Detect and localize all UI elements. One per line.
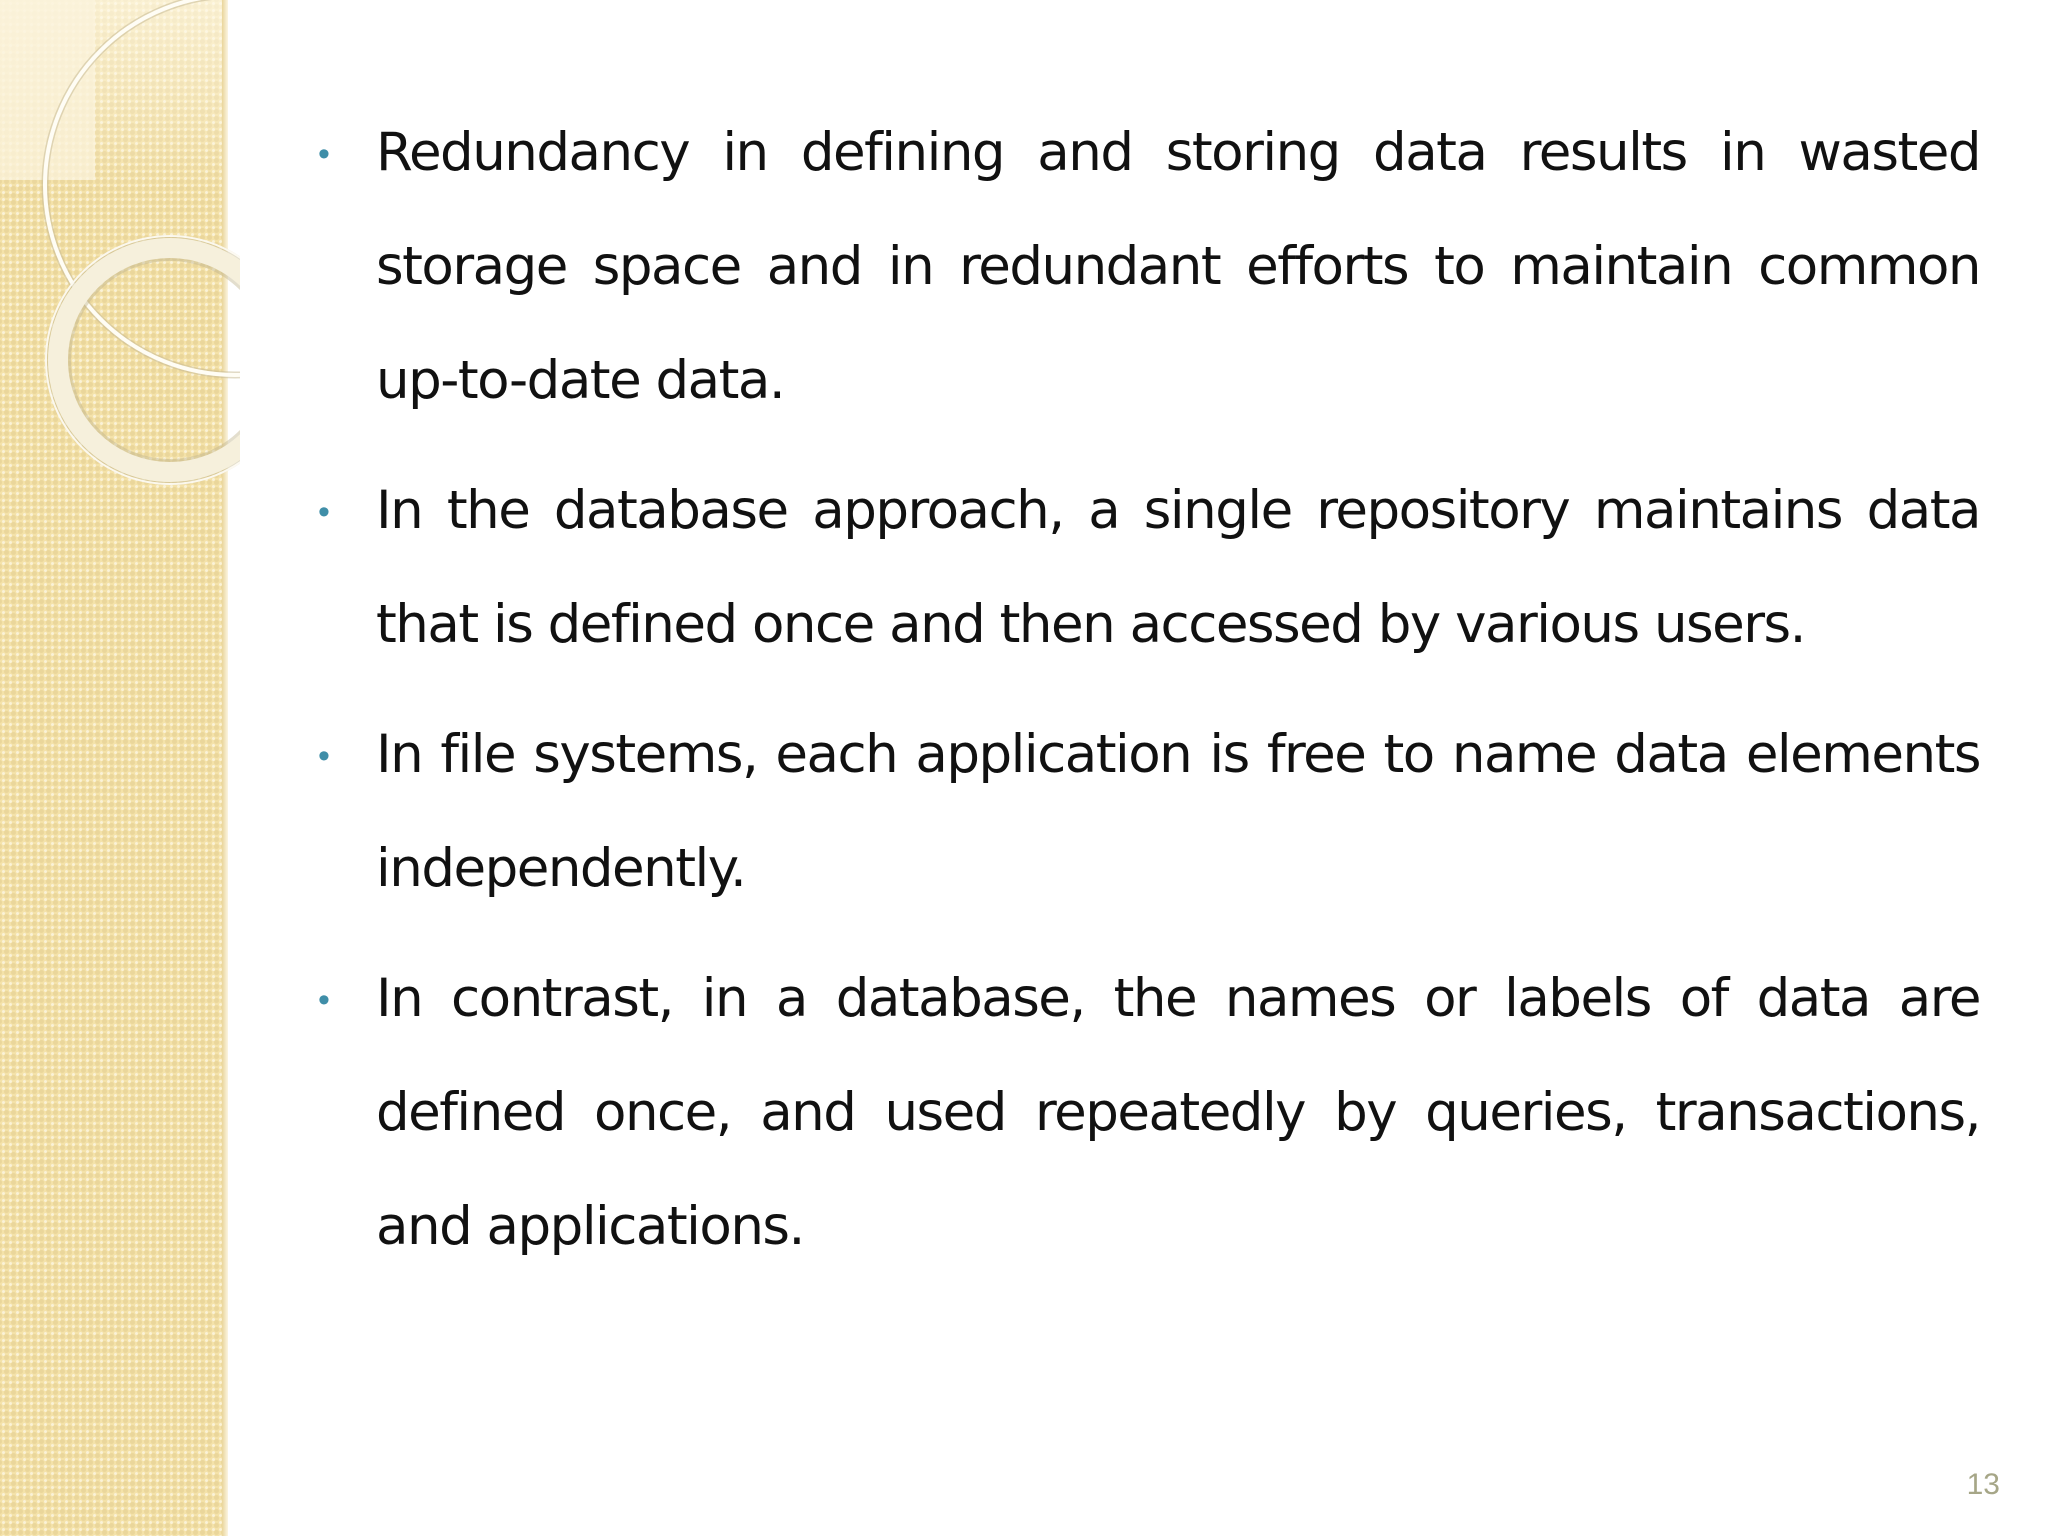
bullet-item: [300, 96, 1980, 438]
bullet-icon: •: [318, 493, 330, 531]
bullet-text: In file systems, each application is free to name data elements independently.: [376, 724, 1980, 899]
slide-content: [300, 96, 1980, 1300]
bullet-list: [300, 96, 1980, 1284]
bullet-icon: •: [318, 981, 330, 1019]
bullet-item: [300, 942, 1980, 1284]
decorative-rings-icon: [0, 0, 240, 520]
bullet-text: Redundancy in defining and storing data results in wasted storage space and in redundant efforts to maintain common up-to-date data.: [376, 122, 1980, 411]
page-number: 13: [1966, 1468, 2000, 1501]
bullet-icon: •: [318, 737, 330, 775]
bullet-item: [300, 698, 1980, 926]
bullet-text: In contrast, in a database, the names or labels of data are defined once, and used repeatedly by queries, transactions, and applications.: [376, 968, 1980, 1257]
bullet-icon: •: [318, 135, 330, 173]
bullet-text: In the database approach, a single repository maintains data that is defined once and then accessed by various users.: [376, 480, 1980, 655]
bullet-item: [300, 454, 1980, 682]
